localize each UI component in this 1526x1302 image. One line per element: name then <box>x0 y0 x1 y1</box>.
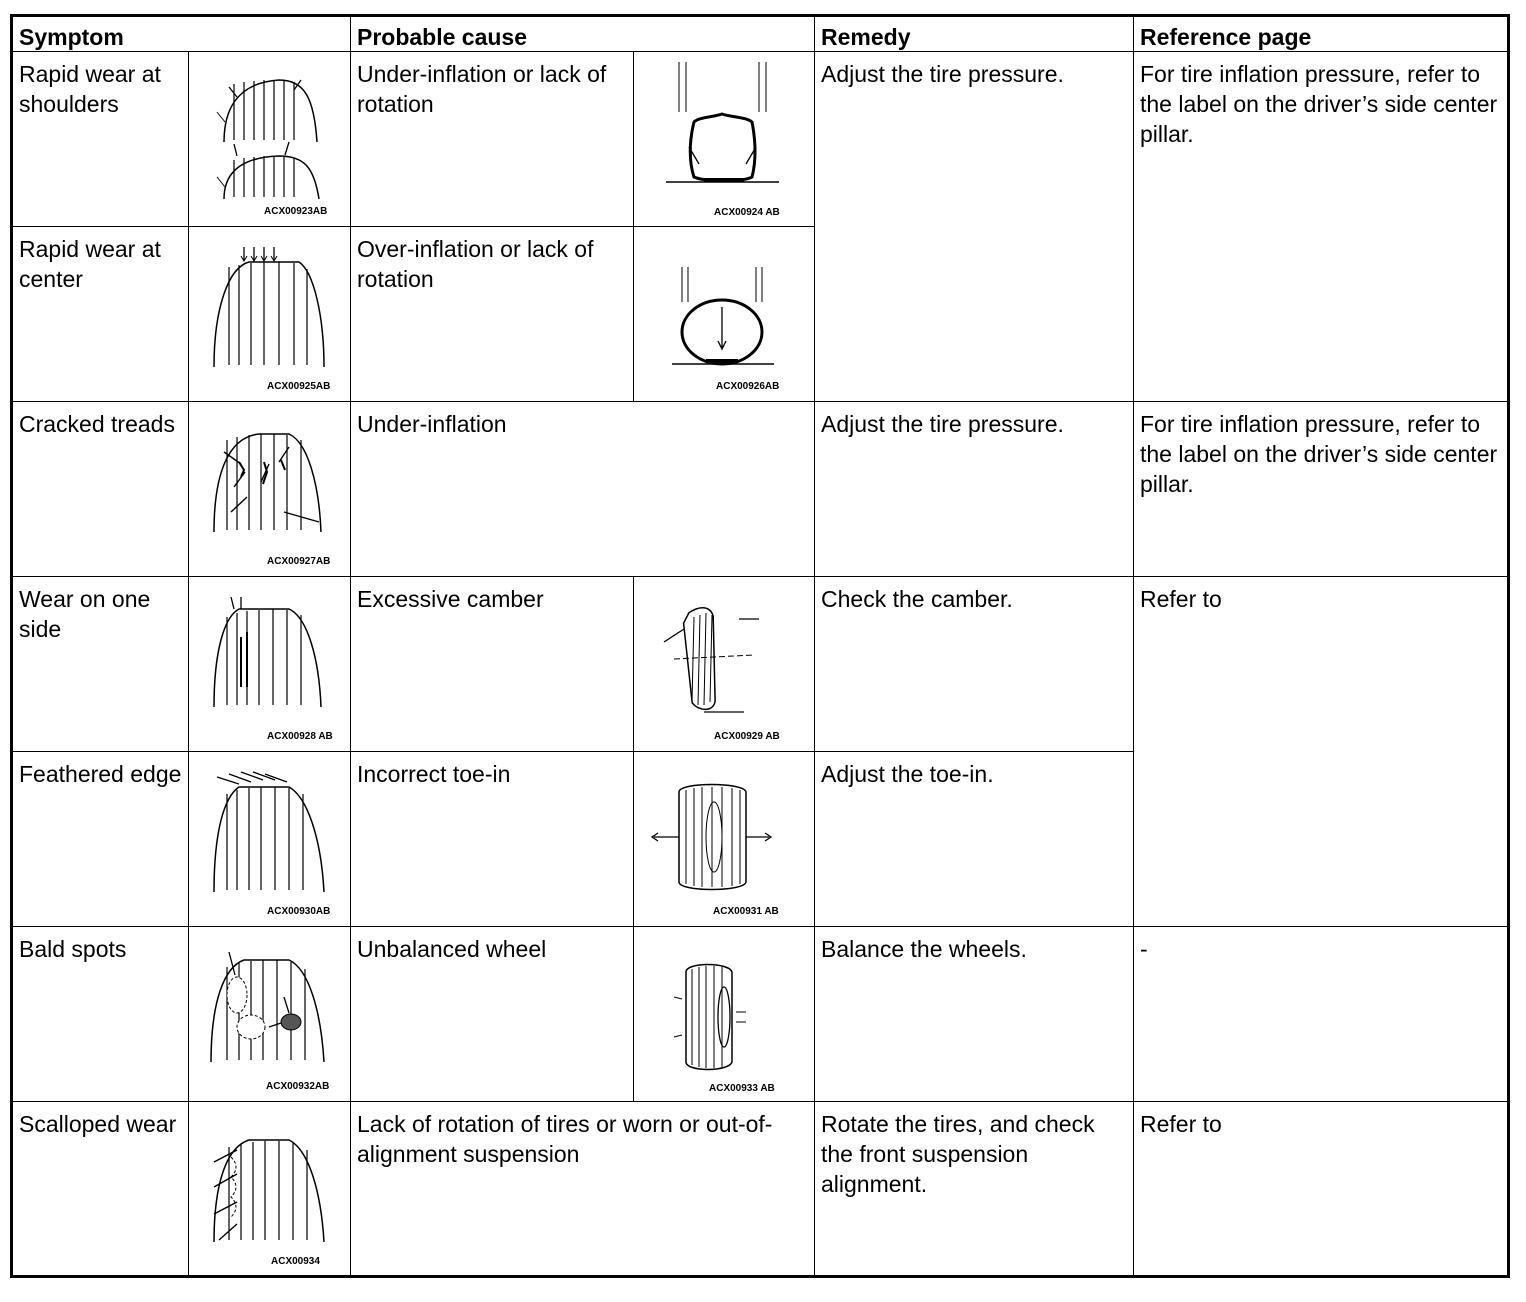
underinflated-tire-cross-section <box>634 52 815 227</box>
remedy-cell <box>815 752 1134 927</box>
incorrect-toe-in-illustration <box>634 752 815 927</box>
symptom-cell <box>12 1102 189 1277</box>
symptom-text: Rapid wear at center <box>19 236 161 292</box>
figure-code: ACX00926AB <box>716 381 780 392</box>
reference-text: For tire inflation pressure, refer to the label on the driver’s side center pillar. <box>1140 411 1498 497</box>
header-remedy: Remedy <box>815 16 1134 52</box>
figure-code: ACX00923AB <box>264 206 328 217</box>
header-row <box>12 16 1509 52</box>
symptom-cell <box>12 402 189 577</box>
cause-figure <box>634 52 815 227</box>
cause-text: Over-inflation or lack of rotation <box>357 236 594 292</box>
symptom-figure <box>189 52 351 227</box>
remedy-text: Rotate the tires, and check the front suspension alignment. <box>821 1111 1095 1197</box>
center-wear-tire-illustration <box>189 227 351 402</box>
table-row <box>12 52 1509 227</box>
table-row <box>12 1102 1509 1277</box>
shoulder-wear-tire-illustration <box>189 52 351 227</box>
remedy-cell <box>815 52 1134 402</box>
cause-text: Excessive camber <box>357 586 544 612</box>
cause-cell <box>351 52 634 227</box>
overinflated-tire-cross-section <box>634 227 815 402</box>
header-symptom: Symptom <box>12 16 351 52</box>
reference-cell <box>1134 577 1509 927</box>
figure-code: ACX00934 <box>271 1256 320 1267</box>
cause-cell <box>351 227 634 402</box>
reference-cell <box>1134 402 1509 577</box>
scalloped-wear-tire-illustration <box>189 1102 351 1277</box>
remedy-text: Balance the wheels. <box>821 936 1027 962</box>
figure-code: ACX00925AB <box>267 381 331 392</box>
remedy-text: Adjust the tire pressure. <box>821 61 1064 87</box>
reference-text: Refer to <box>1140 586 1222 612</box>
unbalanced-wheel-illustration <box>634 927 815 1102</box>
symptom-cell <box>12 927 189 1102</box>
cause-cell <box>351 927 634 1102</box>
table-row <box>12 927 1509 1102</box>
figure-code: ACX00930AB <box>267 906 331 917</box>
symptom-text: Rapid wear at shoulders <box>19 61 161 117</box>
figure-code: ACX00931 AB <box>713 906 779 917</box>
figure-code: ACX00928 AB <box>267 731 333 742</box>
symptom-text: Cracked treads <box>19 411 175 437</box>
reference-text: Refer to <box>1140 1111 1222 1137</box>
cause-cell <box>351 1102 815 1277</box>
symptom-figure <box>189 1102 351 1277</box>
symptom-cell <box>12 227 189 402</box>
cause-cell <box>351 752 634 927</box>
remedy-cell <box>815 927 1134 1102</box>
symptom-cell <box>12 577 189 752</box>
reference-cell <box>1134 52 1509 402</box>
cause-figure <box>634 577 815 752</box>
symptom-figure <box>189 577 351 752</box>
symptom-cell <box>12 752 189 927</box>
cause-figure <box>634 927 815 1102</box>
remedy-text: Adjust the tire pressure. <box>821 411 1064 437</box>
cause-cell <box>351 402 815 577</box>
symptom-text: Feathered edge <box>19 761 182 787</box>
remedy-cell <box>815 402 1134 577</box>
reference-cell <box>1134 927 1509 1102</box>
cracked-treads-tire-illustration <box>189 402 351 577</box>
symptom-text: Bald spots <box>19 936 127 962</box>
symptom-figure <box>189 927 351 1102</box>
cause-cell <box>351 577 634 752</box>
header-probable-cause: Probable cause <box>351 16 815 52</box>
figure-code: ACX00929 AB <box>714 731 780 742</box>
cause-text: Under-inflation <box>357 411 507 437</box>
reference-cell <box>1134 1102 1509 1277</box>
reference-text: For tire inflation pressure, refer to the label on the driver’s side center pillar. <box>1140 61 1498 147</box>
remedy-cell <box>815 577 1134 752</box>
symptom-text: Scalloped wear <box>19 1111 177 1137</box>
figure-code: ACX00933 AB <box>709 1083 775 1094</box>
excessive-camber-illustration <box>634 577 815 752</box>
figure-code: ACX00927AB <box>267 556 331 567</box>
symptom-cell <box>12 52 189 227</box>
one-side-wear-tire-illustration <box>189 577 351 752</box>
remedy-text: Adjust the toe-in. <box>821 761 994 787</box>
cause-text: Under-inflation or lack of rotation <box>357 61 607 117</box>
reference-text: - <box>1140 936 1148 962</box>
figure-code: ACX00932AB <box>266 1081 330 1092</box>
tire-wear-troubleshooting-table <box>10 14 1510 1278</box>
feathered-edge-tire-illustration <box>189 752 351 927</box>
cause-text: Incorrect toe-in <box>357 761 511 787</box>
cause-figure <box>634 752 815 927</box>
figure-code: ACX00924 AB <box>714 207 780 218</box>
cause-figure <box>634 227 815 402</box>
table-row <box>12 402 1509 577</box>
table-row <box>12 577 1509 752</box>
header-reference-page: Reference page <box>1134 16 1509 52</box>
symptom-figure <box>189 752 351 927</box>
symptom-figure <box>189 227 351 402</box>
cause-text: Unbalanced wheel <box>357 936 547 962</box>
remedy-text: Check the camber. <box>821 586 1013 612</box>
symptom-figure <box>189 402 351 577</box>
bald-spots-tire-illustration <box>189 927 351 1102</box>
remedy-cell <box>815 1102 1134 1277</box>
cause-text: Lack of rotation of tires or worn or out-of-alignment suspension <box>357 1111 773 1167</box>
symptom-text: Wear on one side <box>19 586 151 642</box>
